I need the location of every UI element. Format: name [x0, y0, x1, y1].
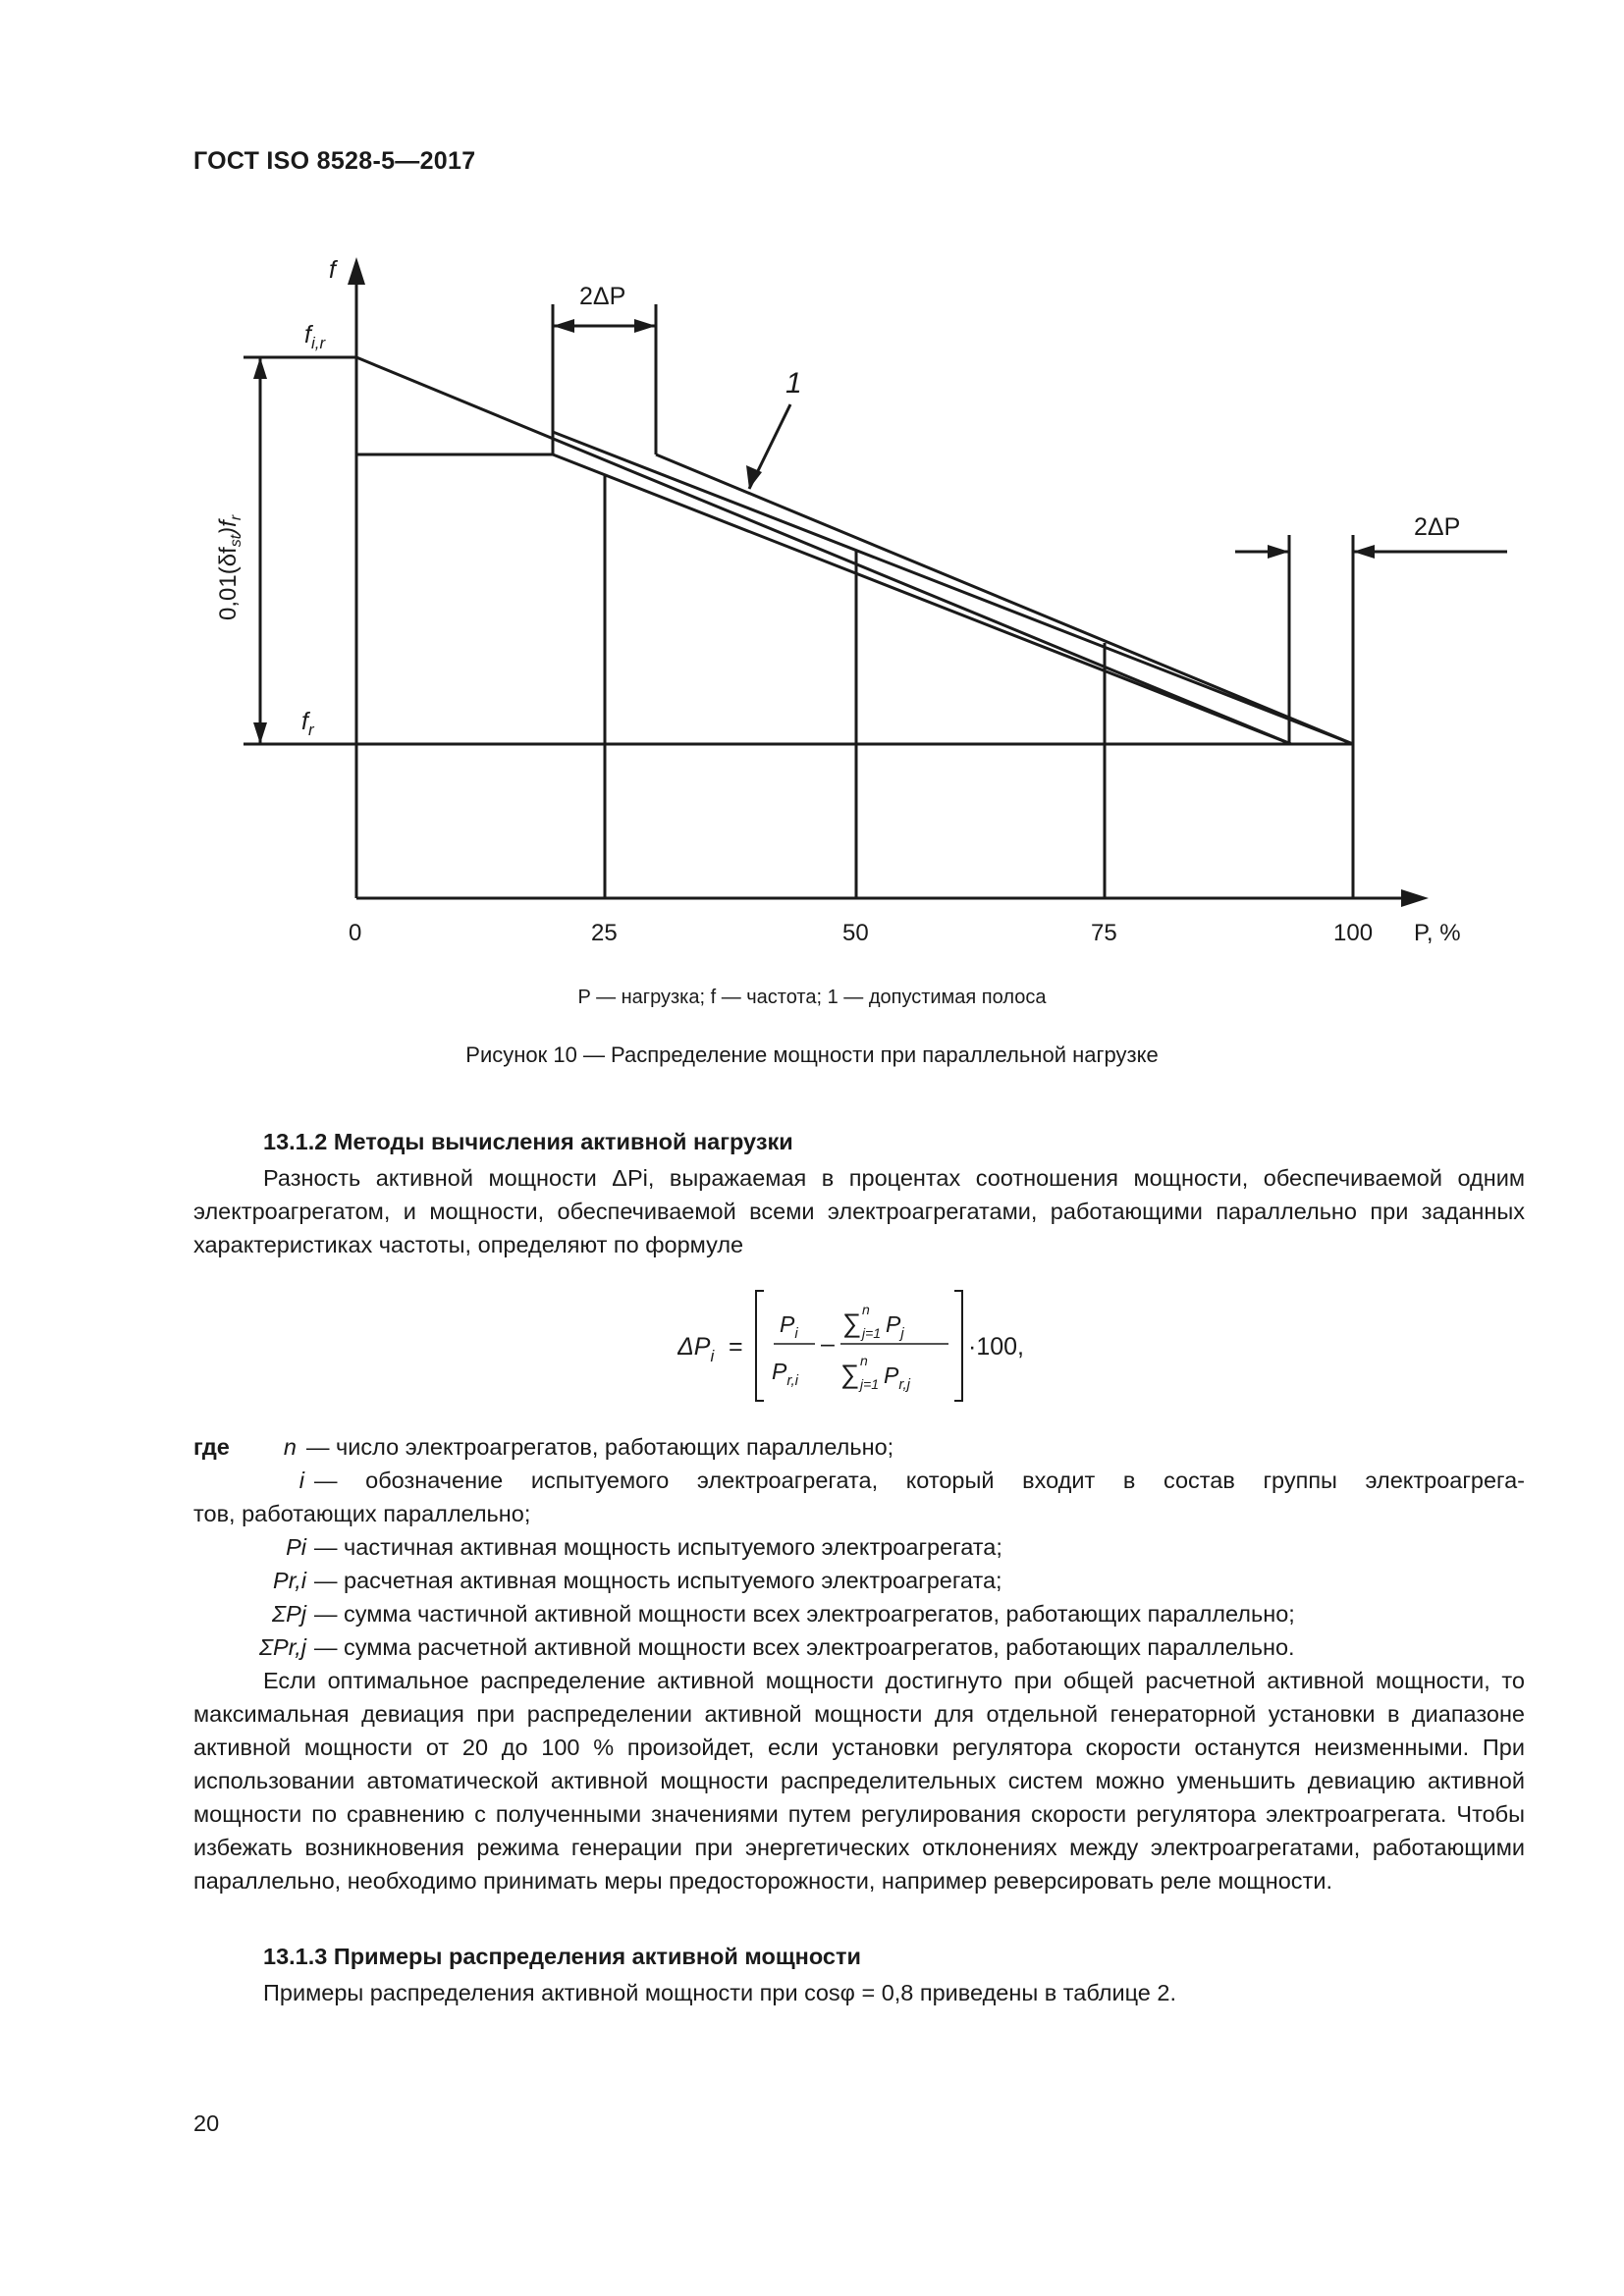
svg-text:n: n [860, 1353, 868, 1368]
svg-text:Pi: $P_i$ [780, 1311, 798, 1342]
svg-text:Pj: $P_j$ [886, 1311, 904, 1342]
svg-text:j=1: j=1 [862, 1325, 882, 1341]
where-item-sum-prj: ΣPr,j — сумма расчетной активной мощности всех электроагрегатов, работающих параллельно. [0, 1630, 1624, 1664]
sum-prj-symbol: ΣPr,j [258, 1634, 306, 1660]
f-axis-label: f [329, 256, 336, 284]
where-label: где [193, 1434, 230, 1460]
tick-75: 75 [1091, 920, 1117, 946]
band-upper-line [553, 432, 1353, 744]
figure-10 [0, 0, 1624, 982]
p-axis-arrowhead [1401, 889, 1429, 907]
svg-text:n: n [862, 1302, 870, 1317]
where-item-pi: Pi — частичная активная мощность испытуемого электроагрегата; [0, 1530, 1624, 1564]
band-lower-line [356, 357, 1291, 744]
dim-right-arrowhead-left [1268, 545, 1289, 559]
page-number: 20 [193, 2110, 220, 2136]
svg-text:∑: ∑ [842, 1308, 862, 1338]
sum-pj-symbol: ΣPj [272, 1601, 306, 1627]
svg-text:j=1: j=1 [860, 1376, 880, 1392]
formula-bracket-right [954, 1291, 962, 1401]
fr-label: $f_r$ [301, 708, 314, 739]
figure-caption: Рисунок 10 — Распределение мощности при параллельной нагрузке [465, 1042, 1159, 1067]
where-item-sum-pj: ΣPj — сумма частичной активной мощности всех электроагрегатов, работающих параллельно; [0, 1597, 1624, 1630]
dim-band-arrow-top [253, 357, 267, 379]
delta-top-label: 2ΔP [579, 283, 626, 310]
paragraph-13-1-3: Примеры распределения активной мощности при cosφ = 0,8 приведены в таблице 2. [263, 1980, 1176, 2005]
f-axis-arrowhead [348, 257, 365, 285]
fir-label: $f_{i,r}$ [304, 321, 326, 352]
pri-symbol: Pr,i [273, 1568, 306, 1593]
where-item-n: n — число электроагрегатов, работающих параллельно; [283, 1434, 894, 1460]
pi-symbol: Pi [286, 1534, 306, 1560]
dim-top-arrow-left [553, 319, 574, 333]
svg-text:–: – [821, 1330, 835, 1358]
document-header: ГОСТ ISO 8528-5—2017 [193, 147, 476, 175]
tick-100: 100 [1333, 920, 1374, 946]
paragraph-13-1-2: Разность активной мощности ΔPi, выражаемая в процентах соотношения мощности, обеспечиваемой одним электроагрегатом, и мощности, обеспечиваемой всеми электроагрегатами, работающими параллельно при заданных характеристиках частоты, определяют по формуле [193, 1165, 1525, 1257]
formula-delta-p [677, 1281, 1031, 1409]
section-title-13-1-2: 13.1.2 Методы вычисления активной нагрузки [263, 1129, 793, 1154]
where-item-i: i — обозначение испытуемого электроагрегата, который входит в состав группы электроагрега- [298, 1468, 1525, 1493]
figure-legend: P — нагрузка; f — частота; 1 — допустимая полоса [577, 987, 1047, 1008]
formula-equals: = [729, 1333, 743, 1361]
where-item-pri: Pr,i — расчетная активная мощность испытуемого электроагрегата; [0, 1564, 1624, 1597]
section-title-13-1-3: 13.1.3 Примеры распределения активной мощности [263, 1944, 861, 1969]
svg-text:Pr,i: $P_{r,i}$ [772, 1359, 799, 1389]
p-axis-label: P, % [1414, 920, 1461, 946]
dim-right-arrowhead-right [1353, 545, 1375, 559]
band-inner-line [553, 454, 1291, 744]
svg-text:∑: ∑ [840, 1360, 860, 1389]
dim-top-arrow-right [634, 319, 656, 333]
where-item-i-continued: тов, работающих параллельно; [193, 1501, 531, 1526]
callout-label: 1 [785, 367, 802, 400]
svg-text:Pr,j: $P_{r,j}$ [884, 1362, 911, 1393]
band-inner-line-2 [656, 454, 1353, 744]
tick-50: 50 [842, 920, 869, 946]
dim-band-arrow-bottom [253, 722, 267, 744]
tick-0: 0 [349, 920, 362, 946]
tick-25: 25 [591, 920, 618, 946]
band-width-label: $0,01(\delta f_{st})f_r$ [215, 514, 244, 620]
formula-tail: ·100, [968, 1333, 1024, 1361]
formula-bracket-left [756, 1291, 764, 1401]
delta-right-label: 2ΔP [1414, 513, 1461, 541]
formula-lhs: $\Delta P_i$ [677, 1333, 715, 1365]
paragraph-optimal-distribution: Если оптимальное распределение активной мощности достигнуто при общей расчетной активной мощности, то максимальная девиация при распределении активной мощности для отдельной генераторной установки в диапазоне активной мощности от 20 до 100 % произойдет, если установки регулятора скорости останутся неизменными. При использовании автоматической активной мощности распределительных систем можно уменьшить девиацию активной мощности по сравнению с полученными значениями путем регулирования скорости регулятора электроагрегата. Чтобы избежать возникновения режима генерации при энергетических отклонениях между электроагрегатами, работающими параллельно, необходимо принимать меры предосторожности, например реверсировать реле мощности. [193, 1668, 1525, 1894]
